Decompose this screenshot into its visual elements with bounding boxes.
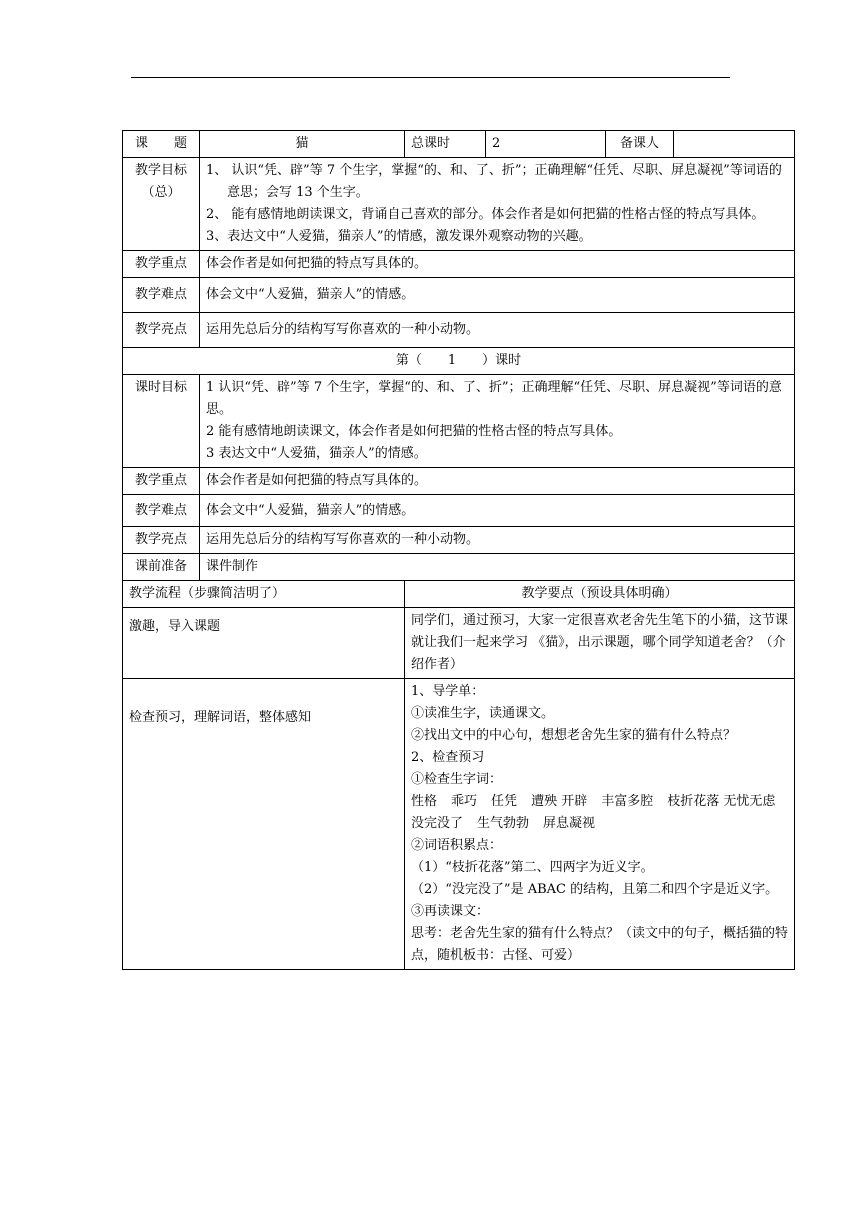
- flow-step1-label: 激趣，导入课题: [123, 608, 405, 679]
- flow-step2-content: [405, 679, 795, 970]
- flow-step2-label: 检查预习，理解词语，整体感知: [123, 679, 405, 970]
- flow-col1-header: 教学流程（步骤简洁明了）: [123, 581, 405, 608]
- overall-highlight-value: 运用先总后分的结构写写你喜欢的一种小动物。: [200, 313, 795, 348]
- lesson-title: 第（ 1 ）课时: [123, 348, 795, 375]
- hours-label: 总课时: [405, 131, 486, 157]
- lesson-goals: [200, 375, 795, 468]
- vocab-word: 生气勃勃: [477, 816, 530, 831]
- flow-line: 思考：老舍先生家的猫有什么特点？（读文中的句子，概括猫的特点，随机板书：古怪、可爱）: [411, 926, 789, 963]
- flow-step1-content: 同学们，通过预习，大家一定很喜欢老舍先生笔下的小猫，这节课就让我们一起来学习 《猫》，出示课题，哪个同学知道老舍？（介绍作者）: [405, 608, 795, 679]
- flow-col2-header: 教学要点（预设具体明确）: [405, 581, 795, 608]
- vocab-row-2: [411, 813, 788, 835]
- vocab-word: 没完没了: [411, 816, 464, 831]
- flow-line: 2、检查预习: [411, 750, 485, 765]
- lesson-goal-item: 1 认识“凭、辟”等 7 个生字，掌握“的、和、了、折”；正确理解“任凭、尽职、屏息凝视”等词语的意思。: [206, 380, 782, 417]
- overall-key-row: [123, 251, 795, 278]
- vocab-word: 任凭: [491, 794, 518, 809]
- flow-step1-row: [123, 608, 795, 679]
- header-rule: [131, 77, 730, 78]
- vocab-word: 屏息凝视: [543, 816, 596, 831]
- vocab-row-1: [411, 791, 788, 813]
- vocab-word: 丰富多腔: [601, 794, 654, 809]
- lesson-goals-row: [123, 375, 795, 468]
- lesson-highlight-row: [123, 527, 795, 554]
- lesson-key-label: 教学重点: [123, 468, 200, 495]
- overall-goal-item: 1、 认识“凭、辟”等 7 个生字，掌握“的、和、了、折”；正确理解“任凭、尽职、屏息凝视”等词语的意思；会写 13 个生字。: [206, 163, 782, 200]
- hours-value: 2: [492, 136, 501, 151]
- flow-line: 1、导学单：: [411, 684, 485, 699]
- hours-cell: [405, 131, 606, 158]
- overall-highlight-row: [123, 313, 795, 348]
- lesson-highlight-label: 教学亮点: [123, 527, 200, 554]
- overall-goals-row: [123, 158, 795, 251]
- overall-goals: [200, 158, 795, 251]
- flow-line: ②词语积累点：: [411, 838, 503, 853]
- overall-difficult-label: 教学难点: [123, 278, 200, 313]
- lesson-prep-value: 课件制作: [200, 554, 795, 581]
- vocab-word: 枝折花落 无忧无虑: [667, 794, 776, 809]
- flow-line: （2）“没完没了”是 ABAC 的结构，且第二和四个字是近义字。: [411, 882, 779, 897]
- lesson-highlight-value: 运用先总后分的结构写写你喜欢的一种小动物。: [200, 527, 795, 554]
- lesson-key-row: [123, 468, 795, 495]
- lesson-difficult-label: 教学难点: [123, 495, 200, 527]
- overall-difficult-row: [123, 278, 795, 313]
- lesson-prep-label: 课前准备: [123, 554, 200, 581]
- overall-goals-label: 教学目标（总）: [123, 158, 200, 251]
- lesson-key-value: 体会作者是如何把猫的特点写具体的。: [200, 468, 795, 495]
- teacher-label: 备课人: [606, 131, 674, 158]
- lesson-difficult-value: 体会文中“人爱猫，猫亲人”的情感。: [200, 495, 795, 527]
- lesson-prep-row: [123, 554, 795, 581]
- vocab-word: 遭殃 开辟: [531, 794, 588, 809]
- vocab-word: 性格: [411, 794, 438, 809]
- overall-key-value: 体会作者是如何把猫的特点写具体的。: [200, 251, 795, 278]
- teacher-value: [674, 131, 795, 158]
- overall-goal-item: 3、表达文中“人爱猫，猫亲人”的情感，激发课外观察动物的兴趣。: [206, 229, 592, 244]
- overall-difficult-value: 体会文中“人爱猫，猫亲人”的情感。: [200, 278, 795, 313]
- overall-highlight-label: 教学亮点: [123, 313, 200, 348]
- lesson-plan-table: [122, 130, 795, 970]
- header-row: [123, 131, 795, 158]
- flow-step2-row: [123, 679, 795, 970]
- flow-header-row: [123, 581, 795, 608]
- flow-line: ③再读课文：: [411, 904, 490, 919]
- course-label: 课 题: [123, 131, 200, 158]
- lesson-title-row: [123, 348, 795, 375]
- vocab-word: 乖巧: [451, 794, 478, 809]
- flow-line: ②找出文中的中心句，想想老舍先生家的猫有什么特点？: [411, 728, 737, 743]
- overall-goal-item: 2、 能有感情地朗读课文，背诵自己喜欢的部分。体会作者是如何把猫的性格古怪的特点写具体。: [206, 207, 765, 222]
- lesson-goal-item: 2 能有感情地朗读课文，体会作者是如何把猫的性格古怪的特点写具体。: [206, 424, 622, 439]
- lesson-goals-label: 课时目标: [123, 375, 200, 468]
- lesson-goal-item: 3 表达文中“人爱猫，猫亲人”的情感。: [206, 446, 427, 461]
- lesson-difficult-row: [123, 495, 795, 527]
- flow-line: （1）“枝折花落”第二、四两字为近义字。: [411, 860, 654, 875]
- flow-line: ①读准生字，读通课文。: [411, 706, 555, 721]
- flow-line: ①检查生字词：: [411, 772, 503, 787]
- course-value: 猫: [200, 131, 405, 158]
- overall-key-label: 教学重点: [123, 251, 200, 278]
